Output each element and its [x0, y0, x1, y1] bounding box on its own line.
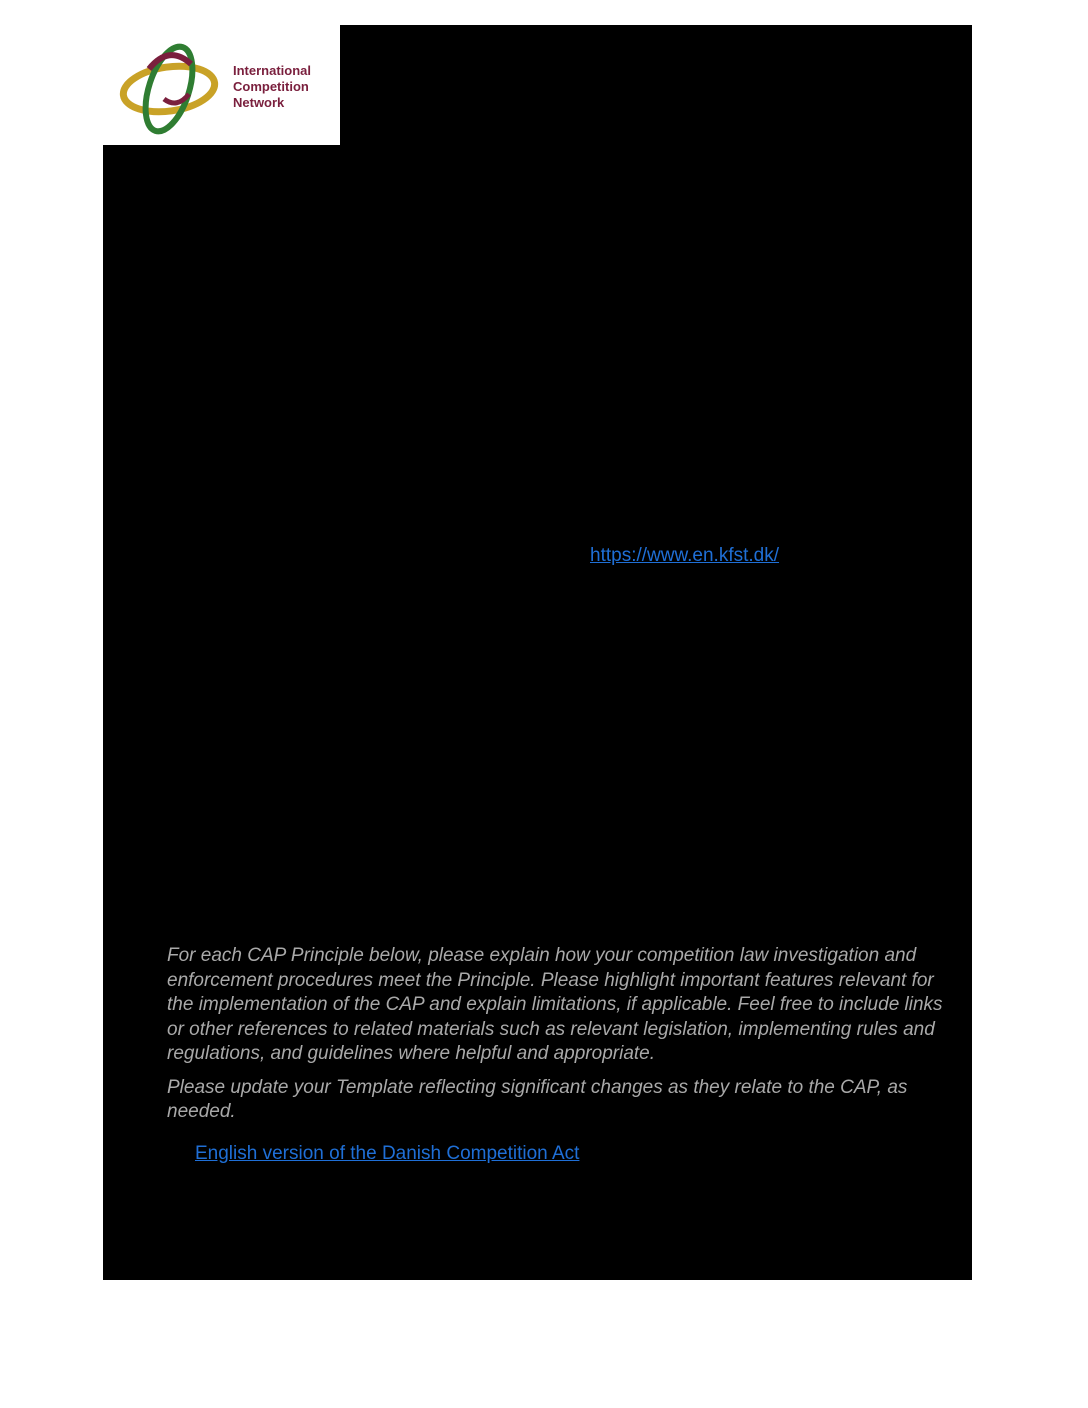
logo-wordmark: [233, 63, 311, 111]
instructions-paragraph-2: Please update your Template reflecting significant changes as they relate to the CAP, as needed.: [167, 1076, 908, 1122]
logo-line-1: International: [233, 63, 312, 78]
icn-rings-logo-icon: [119, 39, 219, 139]
authority-website-link[interactable]: https://www.en.kfst.dk/: [590, 545, 780, 566]
template-instructions: [167, 944, 962, 1125]
competition-act-link[interactable]: English version of the Danish Competition Act: [195, 1143, 580, 1164]
instructions-paragraph-1: For each CAP Principle below, please explain how your competition law investigation and enforcement procedures meet the Principle. Please highlight important features relevant for the implementation of the CAP and explain limitations, if applicable. Feel free to include links or other references to related materials such as relevant legislation, implementing rules and regulations, and guidelines where helpful and appropriate.: [167, 945, 943, 1064]
logo-line-2: Competition: [233, 79, 309, 94]
icn-logo: [103, 25, 340, 145]
logo-line-3: Network: [233, 95, 285, 110]
